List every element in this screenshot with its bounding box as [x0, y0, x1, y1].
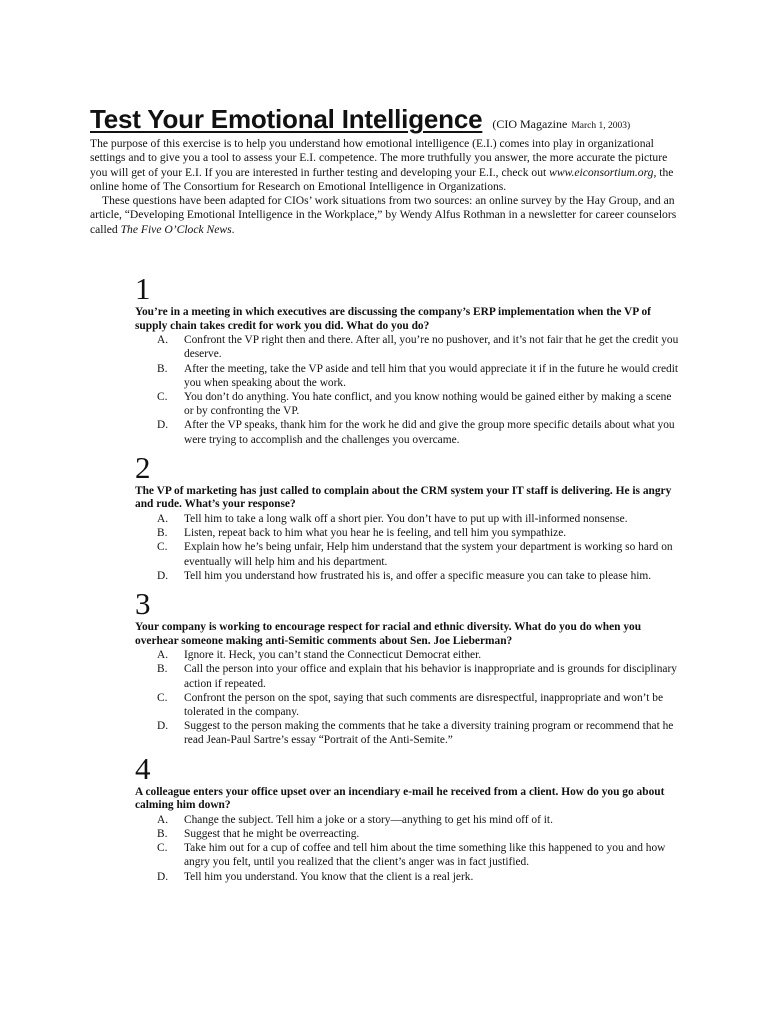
answer-options [135, 333, 680, 447]
answer-option [135, 390, 680, 418]
question-prompt: You’re in a meeting in which executives are discussing the company’s ERP implementation when the VP of supply chain takes credit for work you did. What do you do? [135, 306, 651, 332]
option-text: Tell him you understand how frustrated his is, and offer a specific measure you can take to please him. [184, 569, 652, 582]
option-letter: D. [157, 569, 169, 582]
option-letter: C. [157, 391, 168, 403]
source-citation [492, 117, 630, 131]
option-letter: B. [157, 663, 168, 676]
question-prompt: Your company is working to encourage respect for racial and ethnic diversity. What do you do when you overhear someone making anti-Semitic comments about Sen. Joe Lieberman? [135, 621, 642, 647]
option-text: Change the subject. Tell him a joke or a story—anything to get his mind off of it. [184, 813, 553, 826]
page-title: Test Your Emotional Intelligence [90, 104, 483, 134]
option-text: Tell him to take a long walk off a short pier. You don’t have to put up with ill-informed nonsense. [184, 513, 628, 525]
question-number: 1 [135, 271, 151, 306]
option-text: Ignore it. Heck, you can’t stand the Connecticut Democrat either. [184, 649, 482, 662]
option-text: After the meeting, take the VP aside and tell him that you would appreciate it if in the future he would credit you when speaking about the work. [184, 362, 679, 389]
answer-option [135, 418, 680, 446]
option-text: Call the person into your office and explain that his behavior is inappropriate and is grounds for disciplinary action if repeated. [184, 663, 677, 690]
question-block [135, 752, 680, 884]
option-letter: A. [157, 813, 169, 826]
intro-paragraph-2 [90, 194, 680, 237]
publication-title: The Five O’Clock News [120, 222, 232, 236]
answer-option [135, 526, 680, 540]
option-text: Listen, repeat back to him what you hear he is feeling, and tell him you sympathize. [184, 527, 567, 540]
option-letter: D. [157, 419, 169, 432]
answer-option [135, 841, 680, 869]
question-number: 2 [135, 449, 151, 485]
option-text: Suggest that he might be overreacting. [184, 828, 360, 841]
option-text: Confront the person on the spot, saying that such comments are disrespectful, inappropriate and won’t be tolerated in the company. [184, 691, 664, 719]
option-text: Tell him you understand. You know that the client is a real jerk. [184, 870, 474, 883]
intro-text: The purpose of this exercise is to help you understand how emotional intelligence (E.I.) comes into play in organizational settings and to give you a tool to assess your E.I. competence. The more truthfully you answer, the more accurate the picture you will get of your E.I. If you are interested in further testing and developing your E.I., check out [90, 137, 668, 179]
answer-option [135, 827, 680, 841]
answer-option [135, 362, 680, 390]
option-letter: B. [157, 527, 168, 540]
intro-text: . [231, 222, 235, 236]
option-text: Confront the VP right then and there. After all, you’re no pushover, and it’s not fair that he get the credit you deserve. [184, 334, 679, 361]
answer-options [135, 648, 680, 747]
option-letter: A. [157, 513, 169, 525]
answer-options [135, 512, 680, 583]
consortium-link[interactable]: www.eiconsortium.org, [549, 165, 657, 179]
option-letter: C. [157, 541, 168, 554]
intro-section [90, 137, 680, 237]
option-text: Take him out for a cup of coffee and tell him about the time something like this happened to you and how angry you felt, until you realized that the client’s anger was in fact justified. [184, 842, 666, 869]
question-number: 3 [135, 586, 151, 622]
option-letter: A. [157, 334, 169, 347]
option-letter: C. [157, 842, 168, 855]
option-letter: C. [157, 691, 168, 704]
answer-option [135, 648, 680, 662]
intro-text: the online home of The Consortium for Research on Emotional Intelligence in Organizations. [90, 165, 674, 193]
answer-option [135, 870, 680, 884]
option-letter: A. [157, 649, 169, 662]
answer-option [135, 662, 680, 690]
question-block [135, 451, 680, 583]
answer-option [135, 691, 680, 719]
option-text: You don’t do anything. You hate conflict, and you know nothing would be gained either by making a scene or by confronting the VP. [184, 391, 672, 418]
option-text: Explain how he’s being unfair, Help him understand that the system your department is working so hard on eventually will help him and his department. [184, 541, 673, 568]
answer-option [135, 813, 680, 827]
questions-list [135, 272, 680, 888]
answer-option [135, 719, 680, 747]
title-line [90, 104, 630, 135]
answer-options [135, 813, 680, 884]
intro-paragraph-1 [90, 137, 680, 194]
question-prompt: A colleague enters your office upset over an incendiary e-mail he received from a client. How do you go about calming him down? [135, 785, 665, 812]
intro-text: These questions have been adapted for CIOs’ work situations from two sources: an online survey by the Hay Group, and an article, “Developing Emotional Intelligence in the Workplace,” by Wendy Alfus Rothman in a newsletter for career counselors called [90, 194, 677, 236]
option-letter: B. [157, 828, 168, 841]
option-text: After the VP speaks, thank him for the work he did and give the group more specific details about what you were trying to accomplish and the challenges you overcame. [184, 419, 675, 446]
question-block [135, 272, 680, 447]
option-letter: D. [157, 720, 169, 733]
answer-option [135, 333, 680, 361]
question-number: 4 [135, 750, 151, 786]
answer-option [135, 512, 680, 526]
answer-option [135, 569, 680, 583]
answer-option [135, 540, 680, 568]
option-letter: B. [157, 362, 168, 375]
option-text: Suggest to the person making the comments that he take a diversity training program or recommend that he read Jean-Paul Sartre’s essay “Portrait of the Anti-Semite.” [184, 720, 674, 747]
source-name: (CIO Magazine [492, 117, 568, 131]
source-date: March 1, 2003) [571, 121, 631, 131]
option-letter: D. [157, 870, 169, 883]
question-prompt: The VP of marketing has just called to complain about the CRM system your IT staff is delivering. He is angry and rude. What’s your response? [135, 484, 672, 511]
question-block [135, 587, 680, 748]
